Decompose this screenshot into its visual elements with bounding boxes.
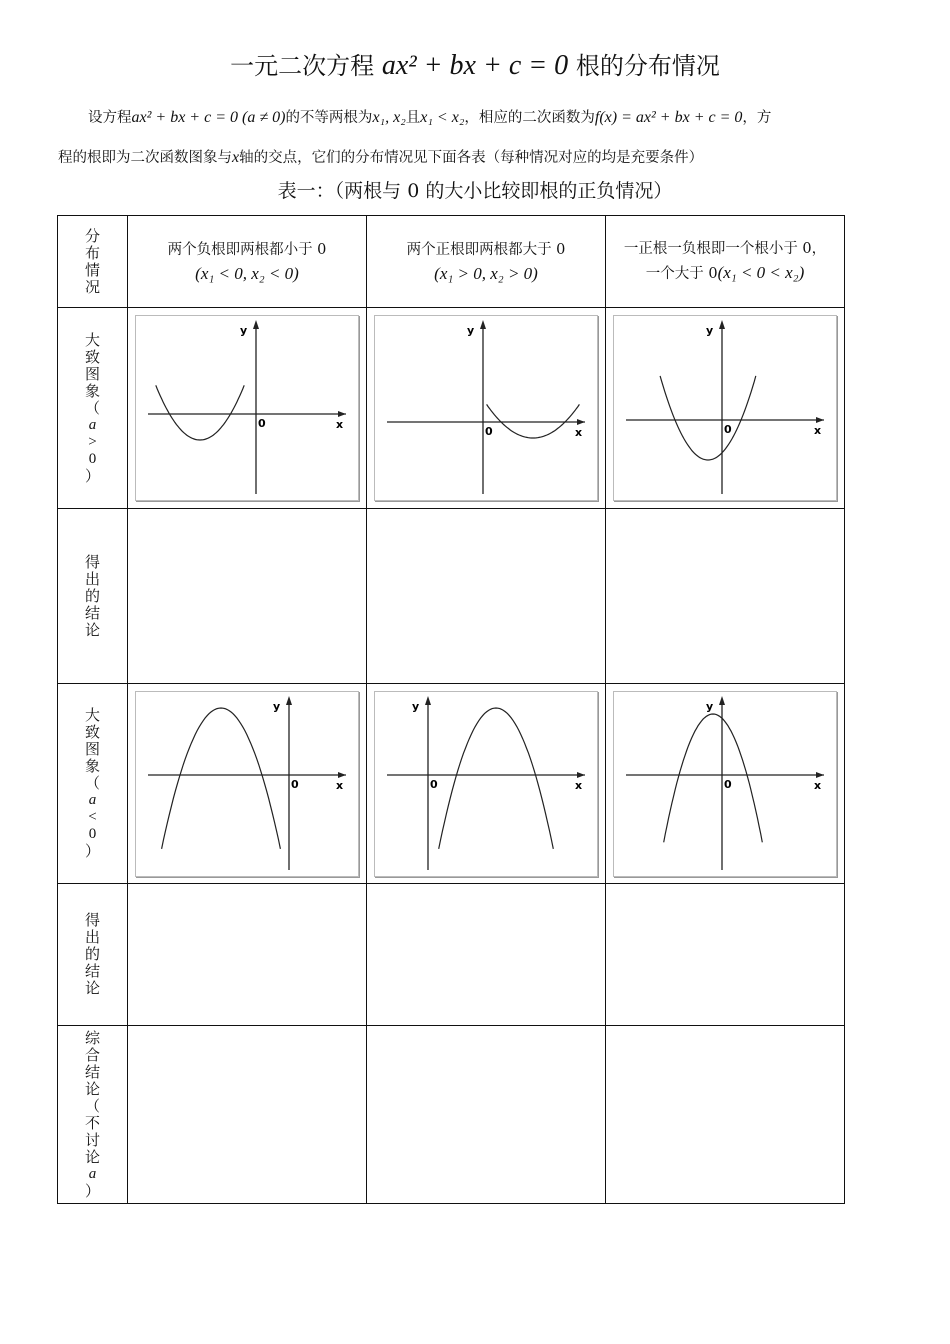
graph-up-two-positive xyxy=(374,315,598,501)
label-char: 出 xyxy=(84,928,100,946)
y-axis-label: y xyxy=(467,324,475,337)
empty-cell xyxy=(367,509,606,684)
intro-equation: ax² + bx + c = 0 (a ≠ 0) xyxy=(131,109,286,126)
label-char: 大 xyxy=(84,330,100,349)
label-char: 结 xyxy=(84,962,100,980)
graph-down-mixed-sign xyxy=(613,691,837,877)
root-distribution-table xyxy=(57,215,845,1204)
intro-text: ，相应的二次函数为 xyxy=(464,110,595,126)
y-axis-label: y xyxy=(240,324,248,337)
graph-cell xyxy=(606,308,845,509)
label-char: 况 xyxy=(84,277,100,296)
intro-text: 的不等两根为 xyxy=(285,110,373,126)
origin-label: 0 xyxy=(258,417,266,430)
graph-down-two-negative xyxy=(135,691,359,877)
origin-label: 0 xyxy=(291,777,299,791)
y-axis-arrow-icon xyxy=(480,320,486,329)
x-axis-arrow-icon xyxy=(338,772,346,778)
label-char: 合 xyxy=(84,1045,100,1064)
label-char: 致 xyxy=(84,347,100,366)
empty-cell xyxy=(367,884,606,1026)
label-char: 论 xyxy=(84,1079,100,1098)
row-conclusion-1 xyxy=(58,509,845,684)
title-equation: ax² + bx + c = 0 xyxy=(381,50,569,81)
title-prefix: 一元二次方程 xyxy=(230,52,375,80)
label-char: ） xyxy=(84,466,100,485)
y-axis-arrow-icon xyxy=(425,696,431,705)
x-axis-label: x xyxy=(336,418,344,431)
graph-cell xyxy=(128,308,367,509)
x-axis-arrow-icon xyxy=(816,417,824,423)
x-axis-arrow-icon xyxy=(338,411,346,417)
empty-cell xyxy=(606,884,845,1026)
x-axis-label: x xyxy=(575,778,583,792)
graph-down-two-positive xyxy=(374,691,598,877)
x-axis-arrow-icon xyxy=(816,772,824,778)
label-char: 大 xyxy=(84,706,100,724)
label-char: 论 xyxy=(84,1147,100,1166)
graph-up-mixed-sign xyxy=(613,315,837,501)
page-title xyxy=(0,46,950,82)
header-label-cell xyxy=(58,216,128,308)
label-char: ） xyxy=(84,1181,100,1200)
label-char: （ xyxy=(84,398,100,417)
label-char: 得 xyxy=(84,911,100,929)
y-axis-arrow-icon xyxy=(286,696,292,705)
label-char: 象 xyxy=(84,757,100,775)
y-axis-label: y xyxy=(412,699,420,713)
table-title: 表一：（两根与 0 的大小比较即根的正负情况） xyxy=(277,180,673,202)
row-summary xyxy=(58,1026,845,1204)
label-char: 论 xyxy=(84,620,100,639)
row-graph-negative xyxy=(58,684,845,884)
label-char: 图 xyxy=(84,364,100,383)
label-char: 布 xyxy=(84,243,100,262)
column-header-condition: (x₁ > 0, x₂ > 0) xyxy=(434,263,538,283)
parabola-curve xyxy=(664,714,763,842)
origin-label: 0 xyxy=(430,777,438,791)
graph-cell xyxy=(606,684,845,884)
row-label-conclusion xyxy=(58,554,127,639)
label-char: a xyxy=(88,792,97,808)
row-conclusion-2 xyxy=(58,884,845,1026)
header-label xyxy=(58,228,127,296)
empty-cell xyxy=(128,884,367,1026)
label-char: （ xyxy=(84,774,100,792)
label-char: > xyxy=(88,433,97,450)
title-suffix: 根的分布情况 xyxy=(575,52,720,80)
intro-roots: x₁, x₂ xyxy=(372,109,406,126)
parabola-curve xyxy=(660,376,756,460)
label-char: 图 xyxy=(84,740,100,758)
row-label-conclusion xyxy=(58,912,127,997)
intro-text: 轴的交点，它们的分布情况见下面各表（每种情况对应的均是充要条件） xyxy=(239,150,704,166)
intro-x: x xyxy=(232,149,240,166)
origin-label: 0 xyxy=(485,425,493,438)
parabola-curve xyxy=(487,404,583,439)
label-char: 情 xyxy=(84,260,100,279)
origin-label: 0 xyxy=(724,423,732,436)
intro-text: 设方程 xyxy=(88,110,132,126)
empty-cell xyxy=(128,1026,367,1204)
intro-root-order: x₁ < x₂ xyxy=(420,109,465,126)
parabola-curve xyxy=(162,708,281,849)
y-axis-label: y xyxy=(273,699,281,713)
label-char: 致 xyxy=(84,723,100,741)
column-header-condition: (x₁ < 0 < x₂) xyxy=(717,263,805,282)
parabola-curve xyxy=(439,708,554,849)
x-axis-label: x xyxy=(814,424,822,437)
intro-text: 程的根即为二次函数图象与 xyxy=(58,150,232,166)
y-axis-label: y xyxy=(706,699,714,713)
empty-cell xyxy=(367,1026,606,1204)
graph-up-two-negative xyxy=(135,315,359,501)
column-header-2 xyxy=(367,216,606,308)
row-label-cell xyxy=(58,884,128,1026)
intro-text: 且 xyxy=(405,110,421,126)
label-char: 结 xyxy=(84,603,100,622)
intro-line-1 xyxy=(88,106,888,127)
label-char: 的 xyxy=(84,586,100,605)
row-label-cell xyxy=(58,509,128,684)
intro-line-2 xyxy=(58,146,898,167)
header-row xyxy=(58,216,845,308)
x-axis-arrow-icon xyxy=(577,419,585,425)
parabola-graph xyxy=(614,692,836,876)
column-header-1 xyxy=(128,216,367,308)
empty-cell xyxy=(128,509,367,684)
column-header-text: 一正根一负根即一个根小于 0， xyxy=(623,241,827,257)
label-char: 的 xyxy=(84,945,100,963)
empty-cell xyxy=(606,509,845,684)
row-label-graph-positive xyxy=(58,332,127,485)
row-label-summary xyxy=(58,1030,127,1200)
parabola-graph xyxy=(136,316,358,500)
parabola-curve xyxy=(156,385,244,440)
row-label-graph-negative xyxy=(58,707,127,860)
label-char: 分 xyxy=(84,226,100,245)
x-axis-label: x xyxy=(336,778,344,792)
parabola-graph xyxy=(375,316,597,500)
intro-function: f(x) = ax² + bx + c = 0 xyxy=(594,109,743,126)
x-axis-label: x xyxy=(575,426,583,439)
graph-cell xyxy=(128,684,367,884)
label-char: 论 xyxy=(84,979,100,997)
parabola-graph xyxy=(614,316,836,500)
label-char: 出 xyxy=(84,569,100,588)
y-axis-arrow-icon xyxy=(253,320,259,329)
row-label-cell xyxy=(58,308,128,509)
column-header-condition: (x₁ < 0, x₂ < 0) xyxy=(195,263,299,283)
column-header-text: 两个负根即两根都小于 0 xyxy=(167,241,327,258)
y-axis-arrow-icon xyxy=(719,320,725,329)
label-char: 得 xyxy=(84,552,100,571)
label-char: 象 xyxy=(84,381,100,400)
label-char: 0 xyxy=(88,826,97,842)
label-char: ） xyxy=(84,842,100,860)
x-axis-label: x xyxy=(814,778,822,792)
column-header-text: 两个正根即两根都大于 0 xyxy=(406,241,566,258)
y-axis-arrow-icon xyxy=(719,696,725,705)
column-header-3 xyxy=(606,216,845,308)
y-axis-label: y xyxy=(706,324,714,337)
empty-cell xyxy=(606,1026,845,1204)
row-label-cell xyxy=(58,684,128,884)
label-char: 不 xyxy=(84,1113,100,1132)
label-char: 0 xyxy=(88,450,97,467)
label-char: 讨 xyxy=(84,1130,100,1149)
graph-cell xyxy=(367,308,606,509)
label-char: （ xyxy=(84,1096,100,1115)
label-char: 综 xyxy=(84,1028,100,1047)
x-axis-arrow-icon xyxy=(577,772,585,778)
label-char: a xyxy=(88,1165,97,1182)
parabola-graph xyxy=(375,692,597,876)
column-header-prefix: 一个大于 0 xyxy=(645,266,718,282)
parabola-graph xyxy=(136,692,358,876)
row-graph-positive xyxy=(58,308,845,509)
row-label-cell xyxy=(58,1026,128,1204)
origin-label: 0 xyxy=(724,777,732,791)
label-char: < xyxy=(88,809,97,825)
label-char: 结 xyxy=(84,1062,100,1081)
graph-cell xyxy=(367,684,606,884)
intro-text: ，方 xyxy=(742,110,772,126)
label-char: a xyxy=(88,416,97,433)
